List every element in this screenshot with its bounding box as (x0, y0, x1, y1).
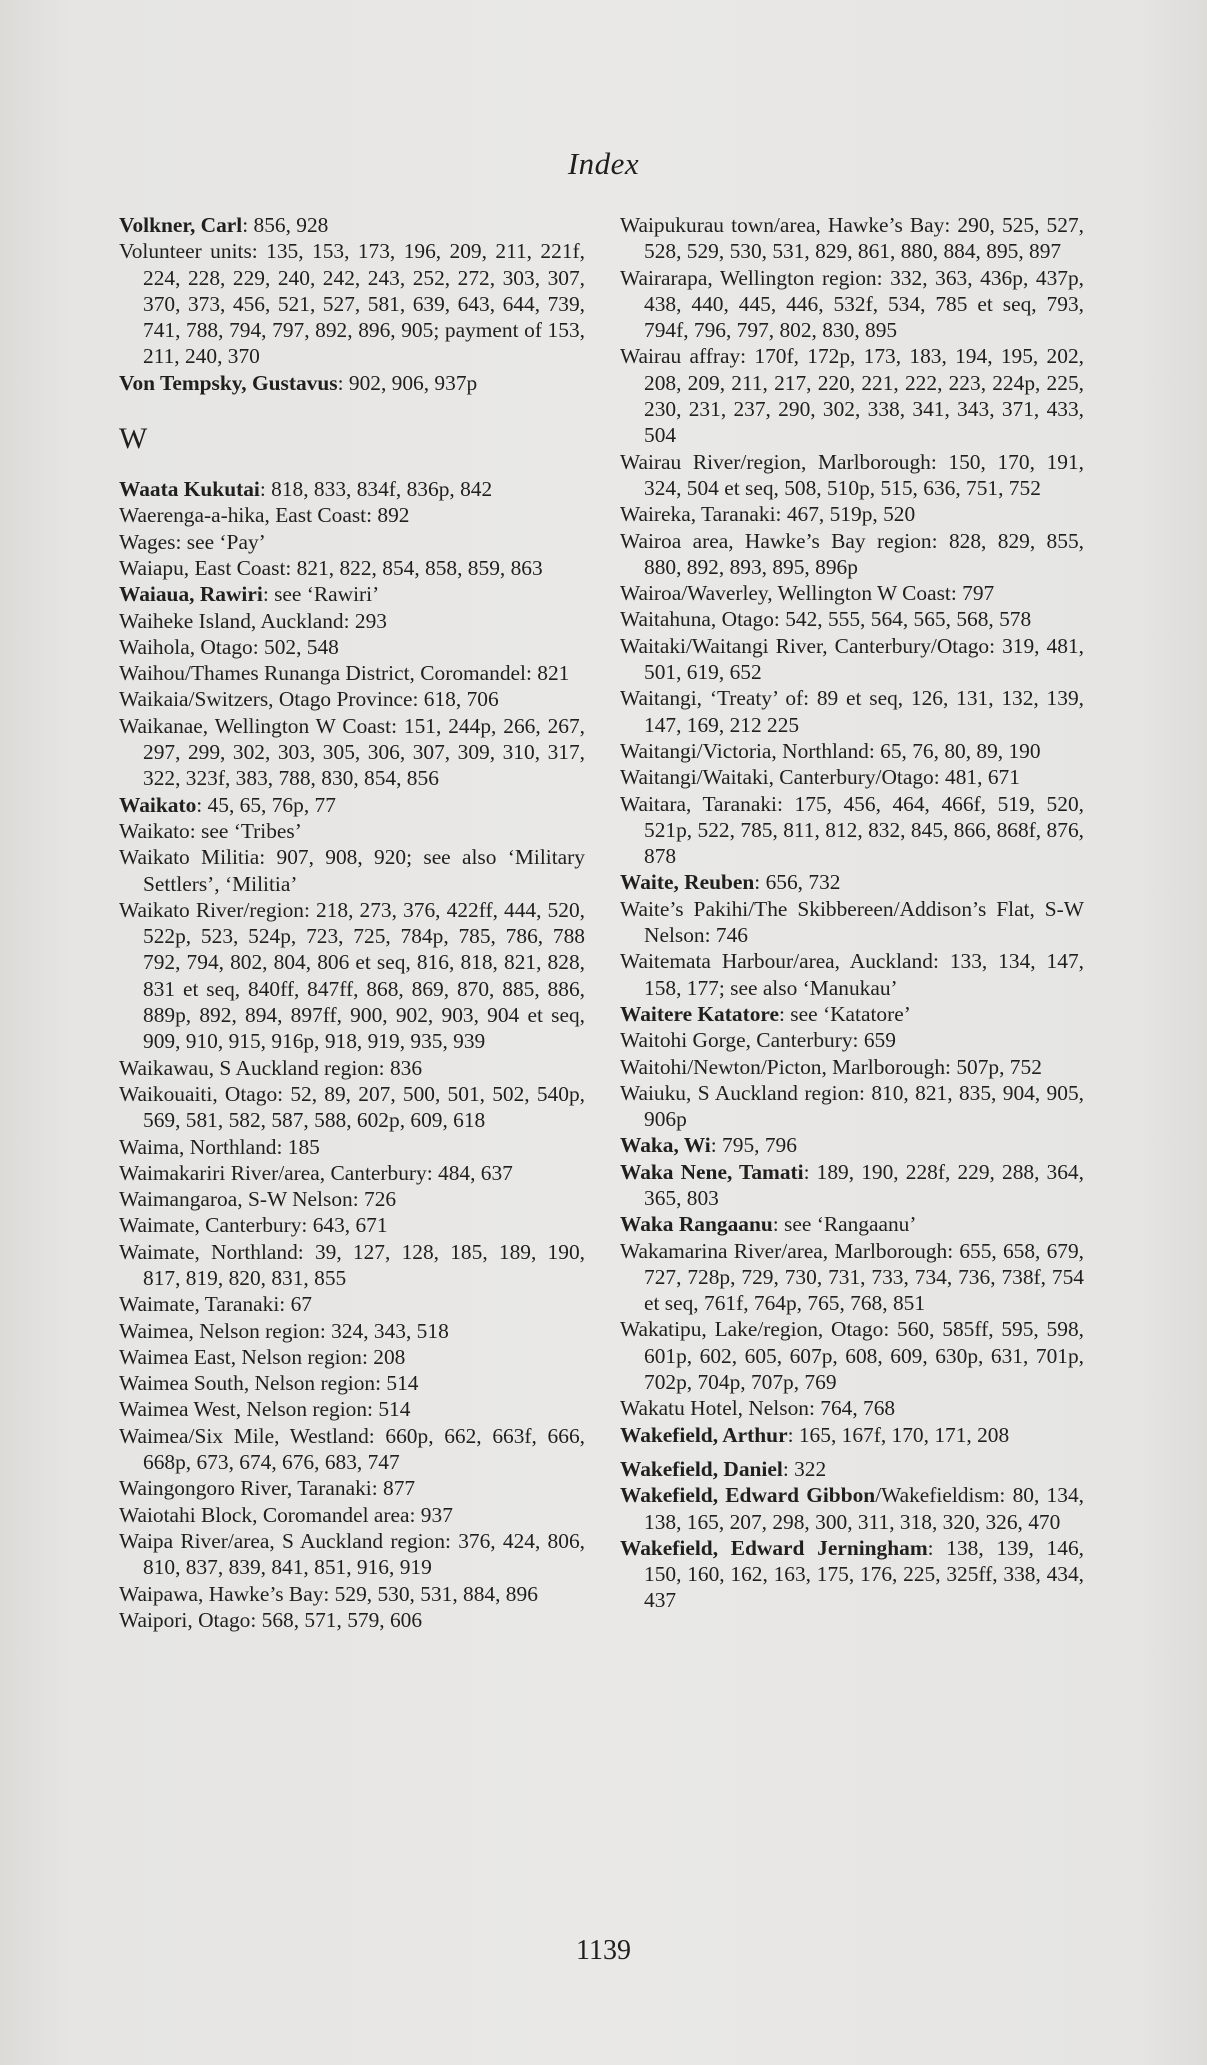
index-entry (620, 1535, 1084, 1614)
entry-text: Waimea South, Nelson region: 514 (119, 1371, 419, 1396)
index-entry (119, 1370, 585, 1396)
entry-heading: Wakefield, Edward Jerningham (620, 1535, 928, 1560)
entry-text: Waikato Militia: 907, 908, 920; see also ‘Military Settlers’, ‘Militia’ (119, 845, 585, 896)
index-entry (620, 1422, 1084, 1448)
index-entry (620, 896, 1084, 949)
index-entry (620, 1080, 1084, 1133)
index-entry (620, 343, 1084, 448)
entry-text: Waihola, Otago: 502, 548 (119, 634, 339, 659)
index-entry (620, 633, 1084, 686)
entry-text: Waingongoro River, Taranaki: 877 (119, 1476, 416, 1501)
entry-heading: Waata Kukutai (119, 477, 260, 502)
index-entry (119, 1081, 585, 1134)
index-entry (119, 713, 585, 792)
entry-heading: Wakefield, Daniel (620, 1456, 783, 1481)
index-entry (119, 1607, 585, 1633)
index-entry (119, 897, 585, 1055)
entry-text: Waikouaiti, Otago: 52, 89, 207, 500, 501, 502, 540p, 569, 581, 582, 587, 588, 602p, 609, 618 (119, 1081, 585, 1133)
index-column-right (620, 212, 1084, 1614)
index-entry (620, 1027, 1084, 1053)
index-entry (119, 212, 585, 238)
index-entry (119, 581, 585, 607)
entry-text: Waimate, Northland: 39, 127, 128, 185, 189, 190, 817, 819, 820, 831, 855 (119, 1239, 585, 1290)
entry-text: : 138, 139, 146, 150, 160, 162, 163, 175, 176, 225, 325ff, 338, 434, 437 (644, 1535, 1084, 1613)
index-entry (620, 1054, 1084, 1080)
index-entry (620, 764, 1084, 790)
index-entry (620, 869, 1084, 895)
entry-text: Waihou/Thames Runanga District, Coromandel: 821 (119, 661, 570, 686)
entry-heading: Waikato (119, 792, 197, 817)
entry-text: Waitemata Harbour/area, Auckland: 133, 134, 147, 158, 177; see also ‘Manukau’ (620, 949, 1084, 1000)
entry-text: Waiapu, East Coast: 821, 822, 854, 858, 859, 863 (119, 555, 543, 580)
entry-text: Waitohi Gorge, Canterbury: 659 (620, 1028, 896, 1053)
index-entry (119, 1396, 585, 1422)
index-entry (119, 1318, 585, 1344)
index-entry (620, 1132, 1084, 1158)
entry-text: : 189, 190, 228f, 229, 288, 364, 365, 803 (644, 1159, 1084, 1210)
entry-text: : 795, 796 (710, 1133, 797, 1158)
entry-text: Wairau affray: 170f, 172p, 173, 183, 194, 195, 202, 208, 209, 211, 217, 220, 221, 222, 223, 224p, 225, 230, 231, 237, 290, 302, 338, 341, 343, 371, 433, 504 (620, 344, 1084, 448)
entry-text: Waitaki/Waitangi River, Canterbury/Otago: 319, 481, 501, 619, 652 (620, 633, 1084, 685)
entry-text: Waitohi/Newton/Picton, Marlborough: 507p, 752 (620, 1054, 1042, 1079)
entry-text: Waimea, Nelson region: 324, 343, 518 (119, 1318, 449, 1343)
index-entry (119, 1423, 585, 1476)
index-entry (620, 1482, 1084, 1535)
entry-text: Waiuku, S Auckland region: 810, 821, 835, 904, 905, 906p (620, 1080, 1084, 1132)
index-entry (119, 686, 585, 712)
entry-text: Waima, Northland: 185 (119, 1134, 320, 1159)
entry-text: Waite’s Pakihi/The Skibbereen/Addison’s Flat, S-W Nelson: 746 (620, 896, 1084, 948)
entry-text: Wakatu Hotel, Nelson: 764, 768 (620, 1396, 896, 1421)
index-entry (620, 1238, 1084, 1317)
index-entry (119, 1160, 585, 1186)
index-entry (620, 685, 1084, 738)
index-column-left (119, 212, 585, 1633)
page-number: 1139 (576, 1935, 631, 1966)
index-entry (119, 370, 585, 396)
entry-text: Wakamarina River/area, Marlborough: 655, 658, 679, 727, 728p, 729, 730, 731, 733, 734, 736, 738f, 754 et seq, 761f, 764p, 765, 768, 851 (620, 1238, 1084, 1316)
entry-heading: Waka Nene, Tamati (620, 1159, 804, 1184)
entry-heading: Wakefield, Edward Gibbon (620, 1483, 876, 1508)
index-entry (119, 1055, 585, 1081)
index-entry (620, 501, 1084, 527)
index-entry (119, 1291, 585, 1317)
index-entry (620, 1211, 1084, 1237)
entry-text: : see ‘Katatore’ (779, 1001, 911, 1026)
entry-text: Waitara, Taranaki: 175, 456, 464, 466f, 519, 520, 521p, 522, 785, 811, 812, 832, 845, 866, 868f, 876, 878 (620, 791, 1084, 869)
entry-text: Waikato River/region: 218, 273, 376, 422ff, 444, 520, 522p, 523, 524p, 723, 725, 784p, 785, 786, 788 792, 794, 802, 804, 806 et seq, 816, 818, 821, 828, 831 et seq, 840ff, 847ff, 868, 869, 870, 885, 886, 889p, 892, 894, 897ff, 900, 902, 903, 904 et seq, 909, 910, 915, 916p, 918, 919, 935, 939 (119, 897, 585, 1054)
entry-text: Wairarapa, Wellington region: 332, 363, 436p, 437p, 438, 440, 445, 446, 532f, 534, 785 et seq, 793, 794f, 796, 797, 802, 830, 895 (620, 265, 1084, 343)
index-entry (620, 1001, 1084, 1027)
entry-text: Waitahuna, Otago: 542, 555, 564, 565, 568, 578 (620, 607, 1032, 632)
entry-heading: Waite, Reuben (620, 870, 755, 895)
entry-text: : see ‘Rawiri’ (262, 582, 380, 607)
entry-text: Wages: see ‘Pay’ (119, 529, 266, 554)
index-entry (119, 1581, 585, 1607)
entry-text: Waimangaroa, S-W Nelson: 726 (119, 1187, 397, 1212)
entry-text: Waimea East, Nelson region: 208 (119, 1344, 406, 1369)
entry-text: Waipawa, Hawke’s Bay: 529, 530, 531, 884, 896 (119, 1581, 538, 1606)
page-title: Index (567, 146, 640, 181)
index-entry (620, 265, 1084, 344)
entry-text: : see ‘Rangaanu’ (772, 1212, 917, 1237)
index-entry (119, 1528, 585, 1581)
entry-heading: Von Tempsky, Gustavus (119, 370, 338, 395)
entry-gap (620, 1448, 1084, 1456)
entry-text: : 856, 928 (242, 213, 329, 237)
index-entry (119, 1134, 585, 1160)
index-entry (119, 1186, 585, 1212)
entry-text: Waimea West, Nelson region: 514 (119, 1397, 411, 1422)
index-entry (620, 606, 1084, 632)
index-entry (620, 528, 1084, 581)
entry-text: Waipukurau town/area, Hawke’s Bay: 290, 525, 527, 528, 529, 530, 531, 829, 861, 880, 884, 895, 897 (620, 213, 1084, 264)
entry-text: Wairoa/Waverley, Wellington W Coast: 797 (620, 581, 995, 606)
index-entry (119, 476, 585, 502)
index-entry (119, 555, 585, 581)
index-entry (119, 1212, 585, 1238)
entry-text: Waikaia/Switzers, Otago Province: 618, 706 (119, 687, 499, 712)
index-entry (620, 1316, 1084, 1395)
entry-heading: Volkner, Carl (119, 213, 243, 237)
entry-text: Waitangi/Victoria, Northland: 65, 76, 80, 89, 190 (620, 738, 1041, 763)
entry-text: Waipori, Otago: 568, 571, 579, 606 (119, 1607, 423, 1632)
index-entry (119, 1502, 585, 1528)
entry-text: Waitangi/Waitaki, Canterbury/Otago: 481, 671 (620, 765, 1020, 790)
entry-text: Wakatipu, Lake/region, Otago: 560, 585ff, 595, 598, 601p, 602, 605, 607p, 608, 609, 630p, 631, 701p, 702p, 704p, 707p, 769 (620, 1317, 1084, 1395)
entry-text: Wairoa area, Hawke’s Bay region: 828, 829, 855, 880, 892, 893, 895, 896p (620, 528, 1084, 579)
index-entry (119, 502, 585, 528)
entry-text: Waimea/Six Mile, Westland: 660p, 662, 663f, 666, 668p, 673, 674, 676, 683, 747 (119, 1423, 585, 1475)
index-entry (620, 948, 1084, 1001)
entry-text: : 322 (782, 1456, 827, 1481)
index-entry (620, 1456, 1084, 1482)
index-entry (119, 818, 585, 844)
entry-text: Waiotahi Block, Coromandel area: 937 (119, 1502, 453, 1527)
entry-text: Waimate, Canterbury: 643, 671 (119, 1213, 388, 1238)
index-entry (119, 1239, 585, 1292)
entry-text: Waitangi, ‘Treaty’ of: 89 et seq, 126, 131, 132, 139, 147, 169, 212 225 (620, 686, 1084, 737)
index-entry (119, 238, 585, 369)
entry-text: Waimate, Taranaki: 67 (119, 1292, 312, 1317)
entry-text: : 165, 167f, 170, 171, 208 (787, 1422, 1010, 1447)
index-entry (119, 1344, 585, 1370)
entry-text: Waikawau, S Auckland region: 836 (119, 1055, 423, 1080)
index-entry (620, 212, 1084, 265)
entry-heading: Waka, Wi (620, 1133, 711, 1158)
entry-text: /Wakefieldism: 80, 134, 138, 165, 207, 298, 300, 311, 318, 320, 326, 470 (644, 1483, 1084, 1534)
entry-text: : 818, 833, 834f, 836p, 842 (259, 477, 493, 502)
entry-heading: Waka Rangaanu (620, 1212, 773, 1237)
index-entry (119, 660, 585, 686)
entry-text: Waikato: see ‘Tribes’ (119, 818, 302, 843)
entry-text: Waikanae, Wellington W Coast: 151, 244p, 266, 267, 297, 299, 302, 303, 305, 306, 307, 309, 310, 317, 322, 323f, 383, 788, 830, 854, 856 (119, 713, 585, 791)
index-entry (620, 738, 1084, 764)
index-entry (119, 634, 585, 660)
entry-heading: Waitere Katatore (620, 1001, 779, 1026)
entry-heading: Wakefield, Arthur (620, 1422, 788, 1447)
entry-text: Volunteer units: 135, 153, 173, 196, 209, 211, 221f, 224, 228, 229, 240, 242, 243, 252, 272, 303, 307, 370, 373, 456, 521, 527, 581, 639, 643, 644, 739, 741, 788, 794, 797, 892, 896, 905; payment of 153, 211, 240, 370 (119, 239, 585, 369)
entry-text: Waireka, Taranaki: 467, 519p, 520 (620, 502, 916, 527)
index-entry (119, 844, 585, 897)
index-entry (620, 791, 1084, 870)
entry-text: Wairau River/region, Marlborough: 150, 170, 191, 324, 504 et seq, 508, 510p, 515, 636, 751, 752 (620, 449, 1084, 500)
index-entry (119, 529, 585, 555)
entry-text: Waerenga-a-hika, East Coast: 892 (119, 503, 410, 528)
entry-text: : 902, 906, 937p (337, 370, 478, 395)
index-entry (620, 449, 1084, 502)
entry-text: Waipa River/area, S Auckland region: 376, 424, 806, 810, 837, 839, 841, 851, 916, 919 (119, 1528, 585, 1580)
index-entry (119, 1475, 585, 1501)
entry-text: : 45, 65, 76p, 77 (196, 792, 336, 817)
index-entry (119, 608, 585, 634)
index-entry (119, 792, 585, 818)
section-letter: W (119, 422, 148, 456)
index-entry (620, 580, 1084, 606)
entry-text: : 656, 732 (754, 870, 841, 895)
index-entry (620, 1159, 1084, 1212)
entry-text: Waimakariri River/area, Canterbury: 484, 637 (119, 1160, 513, 1185)
entry-heading: Waiaua, Rawiri (119, 582, 263, 607)
index-entry (620, 1395, 1084, 1421)
entry-text: Waiheke Island, Auckland: 293 (119, 608, 387, 633)
